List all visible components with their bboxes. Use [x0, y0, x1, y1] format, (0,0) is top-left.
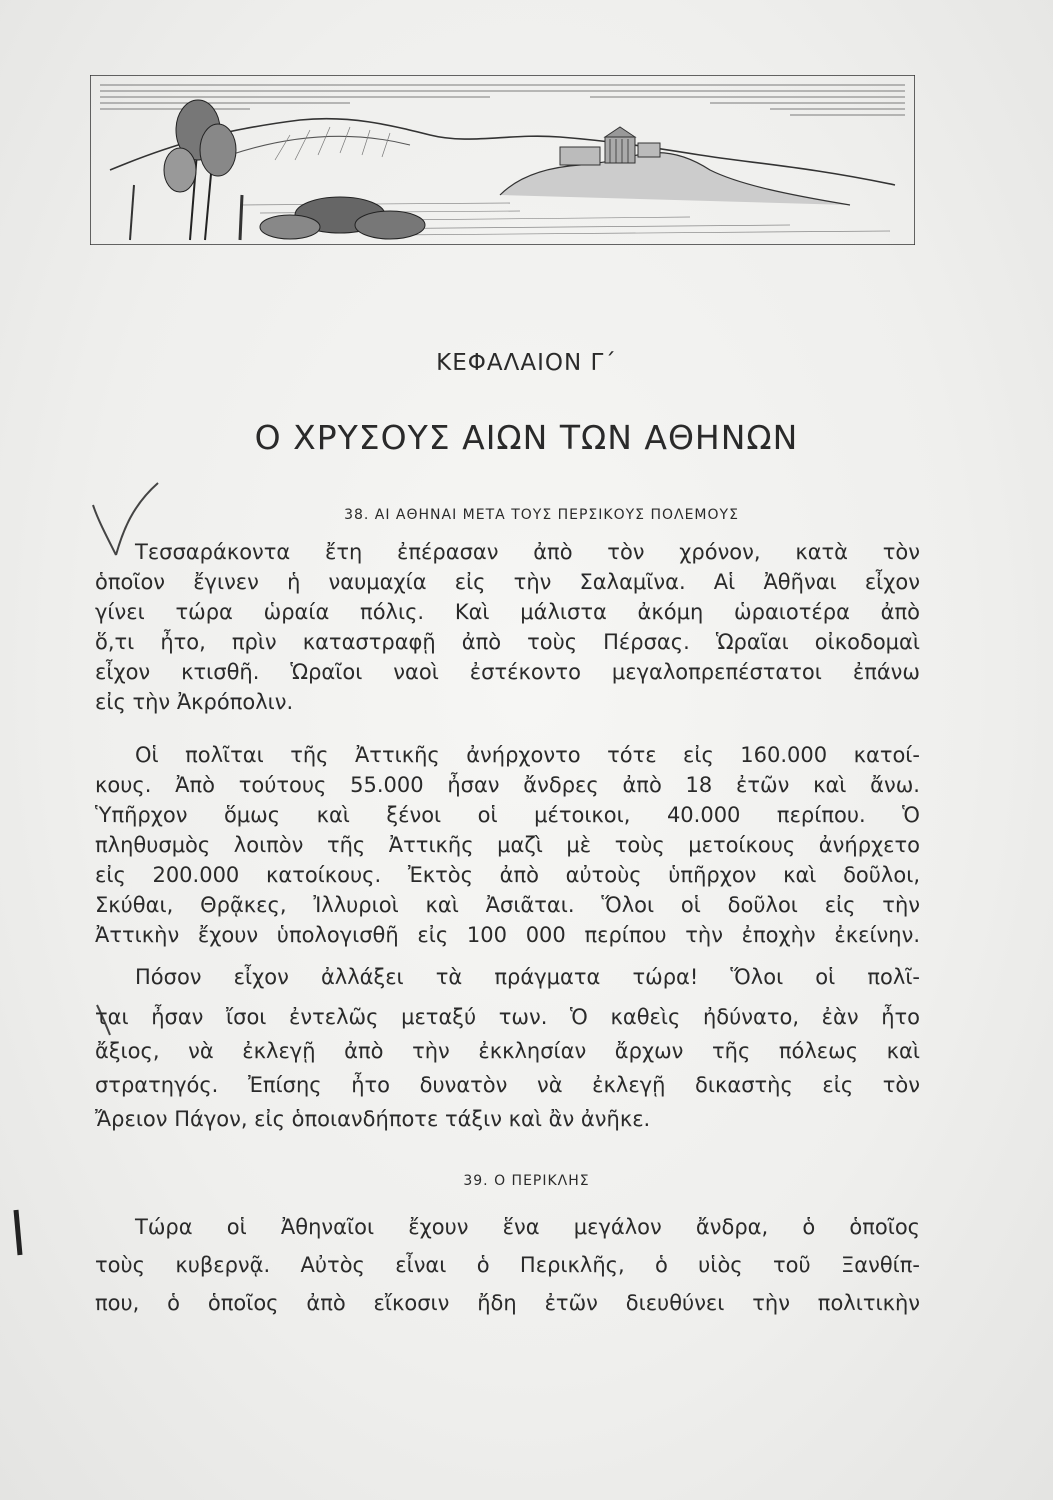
text-line: ἄξιος, νὰ ἐκλεγῇ ἀπὸ τὴν ἐκκλησίαν ἄρχων τῆς πόλεως καὶ: [95, 1039, 920, 1063]
text-line: ὁποῖον ἔγινεν ἡ ναυμαχία εἰς τὴν Σαλαμῖνα. Αἱ Ἀθῆναι εἶχον: [95, 570, 920, 594]
text-line: κους. Ἀπὸ τούτους 55.000 ἦσαν ἄνδρες ἀπὸ 18 ἐτῶν καὶ ἄνω.: [95, 773, 920, 797]
text-line: εἶχον κτισθῆ. Ὡραῖοι ναοὶ ἐστέκοντο μεγαλοπρεπέστατοι ἐπάνω: [95, 660, 920, 684]
section-heading-39: 39. Ο ΠΕΡΙΚΛΗΣ: [463, 1173, 590, 1189]
chapter-label: ΚΕΦΑΛΑΙΟΝ Γ΄: [436, 350, 617, 376]
text-line: Ὑπῆρχον ὅμως καὶ ξένοι οἱ μέτοικοι, 40.000 περίπου. Ὁ: [95, 803, 920, 827]
text-line: Ἀττικὴν ἔχουν ὑπολογισθῆ εἰς 100 000 περίπου τὴν ἐποχὴν ἐκείνην.: [95, 923, 920, 947]
text-line: εἰς τὴν Ἀκρόπολιν.: [95, 690, 294, 714]
acropolis-landscape-illustration: [90, 75, 915, 245]
text-line: εἰς 200.000 κατοίκους. Ἐκτὸς ἀπὸ αὐτοὺς ὑπῆρχον καὶ δοῦλοι,: [95, 863, 920, 887]
text-line: Οἱ πολῖται τῆς Ἀττικῆς ἀνήρχοντο τότε εἰς 160.000 κατοί-: [135, 743, 920, 767]
text-line: τοὺς κυβερνᾷ. Αὐτὸς εἶναι ὁ Περικλῆς, ὁ υἱὸς τοῦ Ξανθίπ-: [95, 1253, 920, 1277]
text-line: Τώρα οἱ Ἀθηναῖοι ἔχουν ἕνα μεγάλον ἄνδρα, ὁ ὁποῖος: [135, 1215, 920, 1239]
text-line: που, ὁ ὁποῖος ἀπὸ εἴκοσιν ἤδη ἐτῶν διευθύνει τὴν πολιτικὴν: [95, 1291, 920, 1315]
section-heading-38: 38. ΑΙ ΑΘΗΝΑΙ ΜΕΤΑ ΤΟΥΣ ΠΕΡΣΙΚΟΥΣ ΠΟΛΕΜΟΥΣ: [344, 507, 739, 523]
text-line: πληθυσμὸς λοιπὸν τῆς Ἀττικῆς μαζὶ μὲ τοὺς μετοίκους ἀνήρχετο: [95, 833, 920, 857]
text-line: Ἄρειον Πάγον, εἰς ὁποιανδήποτε τάξιν καὶ ἂν ἀνῆκε.: [95, 1107, 651, 1131]
text-line: Πόσον εἶχον ἀλλάξει τὰ πράγματα τώρα! Ὅλοι οἱ πολῖ-: [135, 965, 920, 989]
chapter-title: Ο ΧΡΥΣΟΥΣ ΑΙΩΝ ΤΩΝ ΑΘΗΝΩΝ: [254, 418, 799, 457]
text-line: ται ἦσαν ἴσοι ἐντελῶς μεταξύ των. Ὁ καθεὶς ἠδύνατο, ἐὰν ἦτο: [95, 1005, 920, 1029]
text-line: ὅ,τι ἦτο, πρὶν καταστραφῇ ἀπὸ τοὺς Πέρσας. Ὡραῖαι οἰκοδομαὶ: [95, 630, 920, 654]
text-line: Σκύθαι, Θρᾷκες, Ἰλλυριοὶ καὶ Ἀσιᾶται. Ὅλοι οἱ δοῦλοι εἰς τὴν: [95, 893, 920, 917]
margin-ink-mark: [8, 1205, 28, 1265]
text-line: στρατηγός. Ἐπίσης ἦτο δυνατὸν νὰ ἐκλεγῇ δικαστὴς εἰς τὸν: [95, 1073, 920, 1097]
text-line: Τεσσαράκοντα ἔτη ἐπέρασαν ἀπὸ τὸν χρόνον, κατὰ τὸν: [135, 540, 920, 564]
text-line: γίνει τώρα ὡραία πόλις. Καὶ μάλιστα ἀκόμη ὡραιοτέρα ἀπὸ: [95, 600, 920, 624]
